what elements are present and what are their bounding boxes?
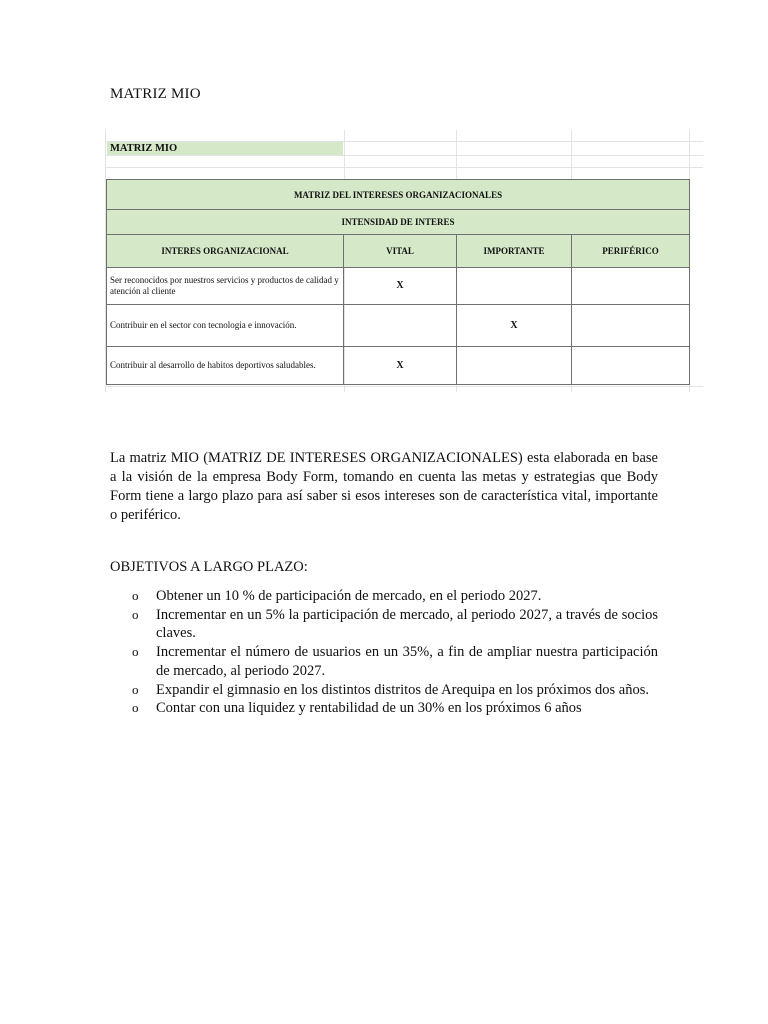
column-header-periferico: PERIFÉRICO bbox=[572, 235, 690, 268]
list-item bbox=[110, 643, 658, 680]
table-row bbox=[107, 305, 690, 347]
list-item bbox=[110, 587, 658, 606]
circle-bullet-icon: o bbox=[132, 588, 139, 603]
circle-bullet-icon: o bbox=[132, 606, 139, 622]
objective-text: Incrementar el número de usuarios en un 35%, a fin de ampliar nuestra participación de mercado, al periodo 2027. bbox=[156, 644, 658, 679]
intro-paragraph: La matriz MIO (MATRIZ DE INTERESES ORGANIZACIONALES) esta elaborada en base a la visión de la empresa Body Form, tomando en cuenta las metas y estrategias que Body Form tiene a largo plazo para así saber si esos intereses son de característica vital, importante o periférico. bbox=[110, 450, 658, 523]
table-row bbox=[107, 347, 690, 385]
column-header-vital: VITAL bbox=[344, 235, 457, 268]
vital-cell: X bbox=[344, 347, 457, 385]
importante-cell bbox=[457, 347, 572, 385]
periferico-cell bbox=[572, 268, 690, 305]
circle-bullet-icon: o bbox=[132, 644, 139, 660]
periferico-cell bbox=[572, 305, 690, 347]
column-header-importante: IMPORTANTE bbox=[457, 235, 572, 268]
list-item bbox=[110, 681, 658, 700]
matrix-title: MATRIZ DEL INTERESES ORGANIZACIONALES bbox=[107, 180, 690, 210]
interest-cell: Contribuir en el sector con tecnologia e innovación. bbox=[107, 305, 344, 347]
objective-text: Contar con una liquidez y rentabilidad de un 30% en los próximos 6 años bbox=[156, 700, 582, 717]
objective-text: Incrementar en un 5% la participación de mercado, al periodo 2027, a través de socios claves. bbox=[156, 606, 658, 642]
document-title: MATRIZ MIO bbox=[110, 86, 201, 102]
sheet-label: MATRIZ MIO bbox=[107, 142, 343, 155]
matrix-subtitle: INTENSIDAD DE INTERES bbox=[107, 210, 690, 235]
circle-bullet-icon: o bbox=[132, 700, 139, 716]
spreadsheet-image bbox=[105, 130, 703, 392]
vital-cell: X bbox=[344, 268, 457, 305]
objectives-heading: OBJETIVOS A LARGO PLAZO: bbox=[110, 559, 308, 575]
importante-cell: X bbox=[457, 305, 572, 347]
column-header-interest: INTERES ORGANIZACIONAL bbox=[107, 235, 344, 268]
objectives-list bbox=[110, 587, 658, 718]
objective-text: Expandir el gimnasio en los distintos distritos de Arequipa en los próximos dos años. bbox=[156, 681, 649, 698]
table-row bbox=[107, 268, 690, 305]
list-item bbox=[110, 699, 658, 718]
list-item bbox=[110, 606, 658, 643]
vital-cell bbox=[344, 305, 457, 347]
interest-cell: Ser reconocidos por nuestros servicios y productos de calidad y atención al cliente bbox=[107, 268, 344, 305]
circle-bullet-icon: o bbox=[132, 681, 139, 697]
importante-cell bbox=[457, 268, 572, 305]
interest-cell: Contribuir al desarrollo de habitos deportivos saludables. bbox=[107, 347, 344, 385]
objective-text: Obtener un 10 % de participación de mercado, en el periodo 2027. bbox=[156, 588, 542, 604]
periferico-cell bbox=[572, 347, 690, 385]
mio-matrix-table bbox=[106, 179, 690, 385]
